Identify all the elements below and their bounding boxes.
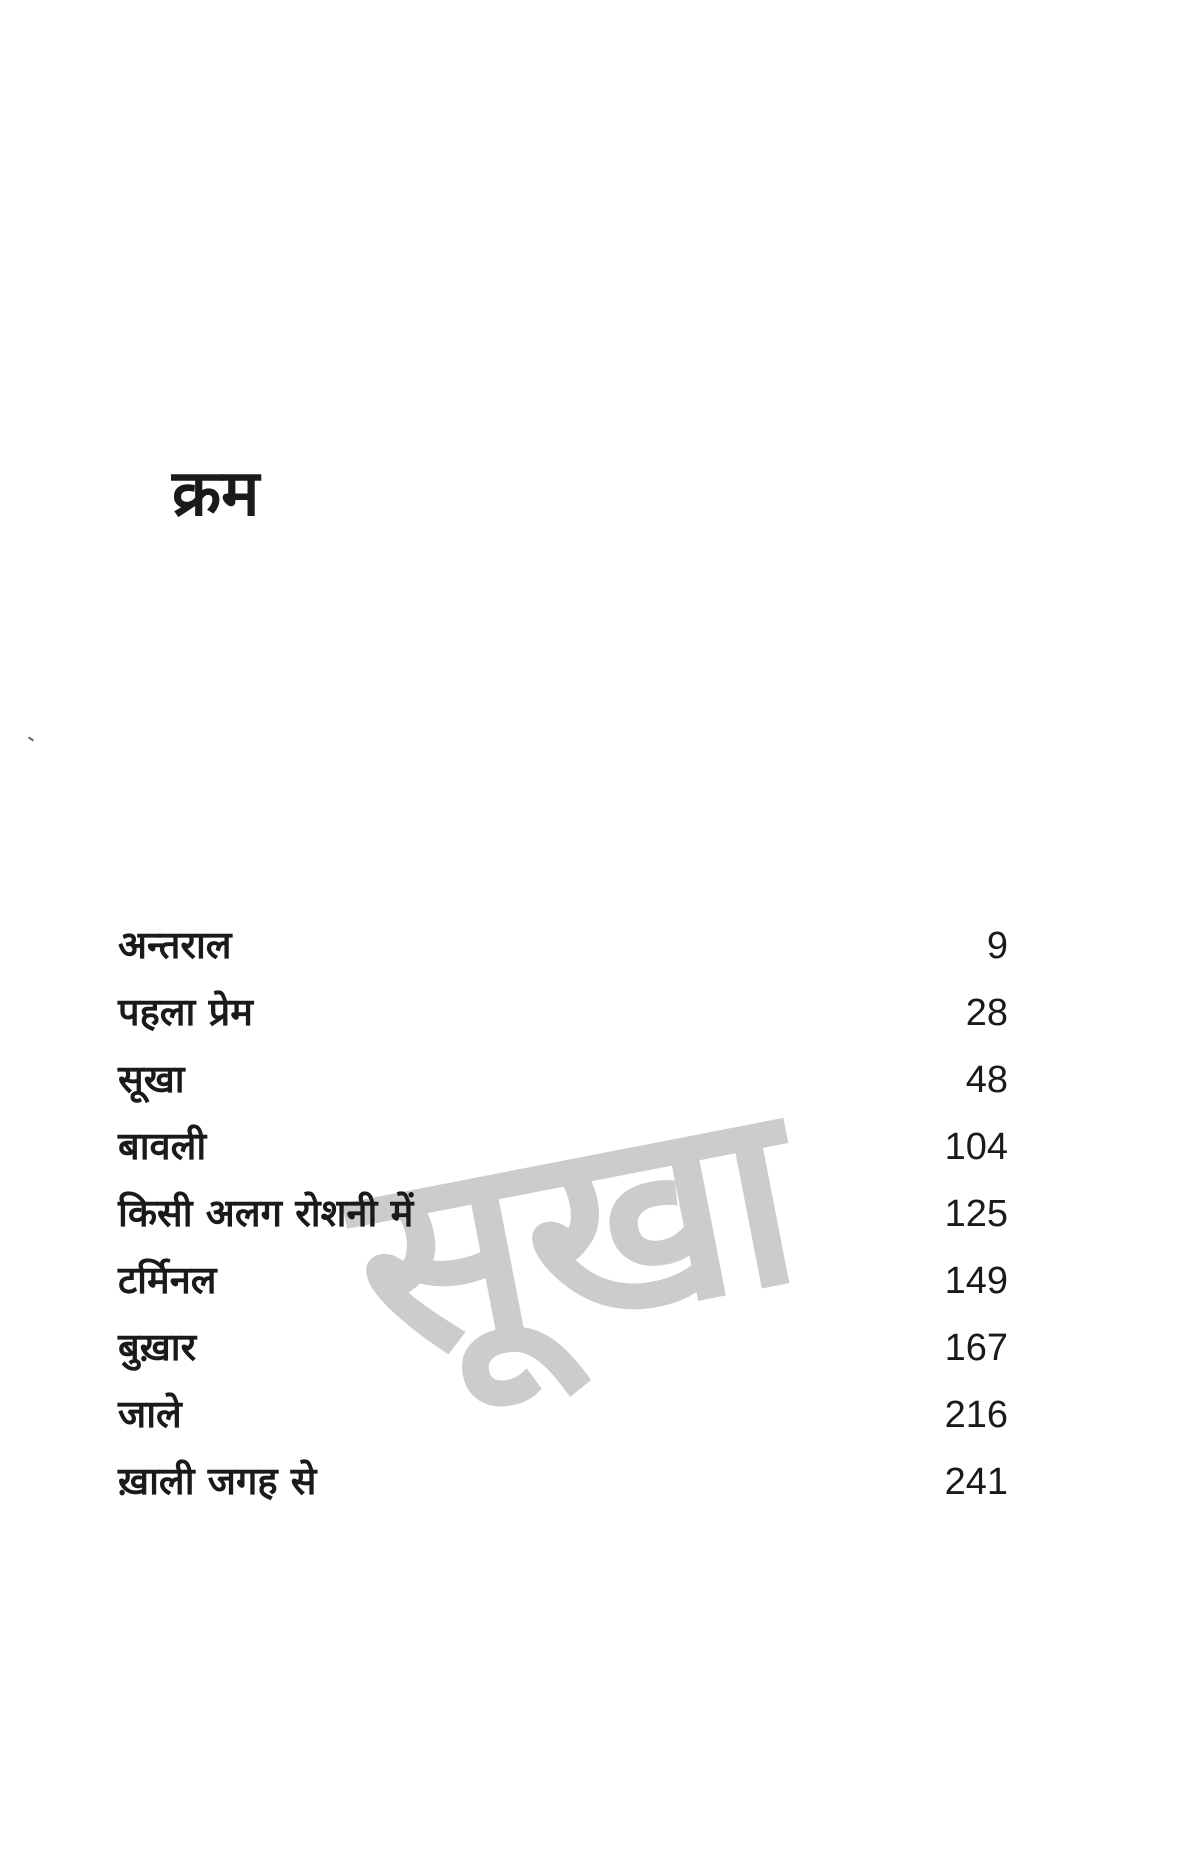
toc-entry [118, 1052, 1008, 1119]
toc-entry-title: टर्मिनल [118, 1258, 217, 1302]
toc-entry-title: सूखा [118, 1057, 185, 1101]
toc-entry-title: ख़ाली जगह से [118, 1459, 317, 1503]
toc-entry-title: किसी अलग रोशनी में [118, 1191, 414, 1235]
toc-entry-page: 125 [944, 1193, 1008, 1235]
toc-entry-page: 48 [965, 1059, 1008, 1101]
toc-entry-title: अन्तराल [118, 923, 232, 967]
toc-entry [118, 1253, 1008, 1320]
toc-entry [118, 1387, 1008, 1454]
toc-entry-page: 241 [944, 1461, 1008, 1503]
toc-entry [118, 1186, 1008, 1253]
watermark: सूखा [332, 1048, 818, 1418]
toc-entry [118, 1119, 1008, 1186]
toc-entry-title: पहला प्रेम [118, 990, 253, 1034]
toc-entry [118, 918, 1008, 985]
toc-entry-page: 104 [944, 1126, 1008, 1168]
toc-entry [118, 985, 1008, 1052]
toc-entry-page: 167 [944, 1327, 1008, 1369]
contents-heading: क्रम [172, 457, 260, 531]
toc-entry-title: बुख़ार [118, 1325, 197, 1369]
toc-entry-page: 9 [986, 925, 1008, 967]
toc-entry [118, 1320, 1008, 1387]
table-of-contents [118, 918, 1008, 1521]
toc-entry-page: 149 [944, 1260, 1008, 1302]
toc-entry-title: बावली [118, 1124, 207, 1168]
toc-entry [118, 1454, 1008, 1521]
toc-entry-page: 216 [944, 1394, 1008, 1436]
toc-entry-page: 28 [965, 992, 1008, 1034]
stray-mark [28, 736, 34, 741]
toc-entry-title: जाले [118, 1392, 182, 1436]
